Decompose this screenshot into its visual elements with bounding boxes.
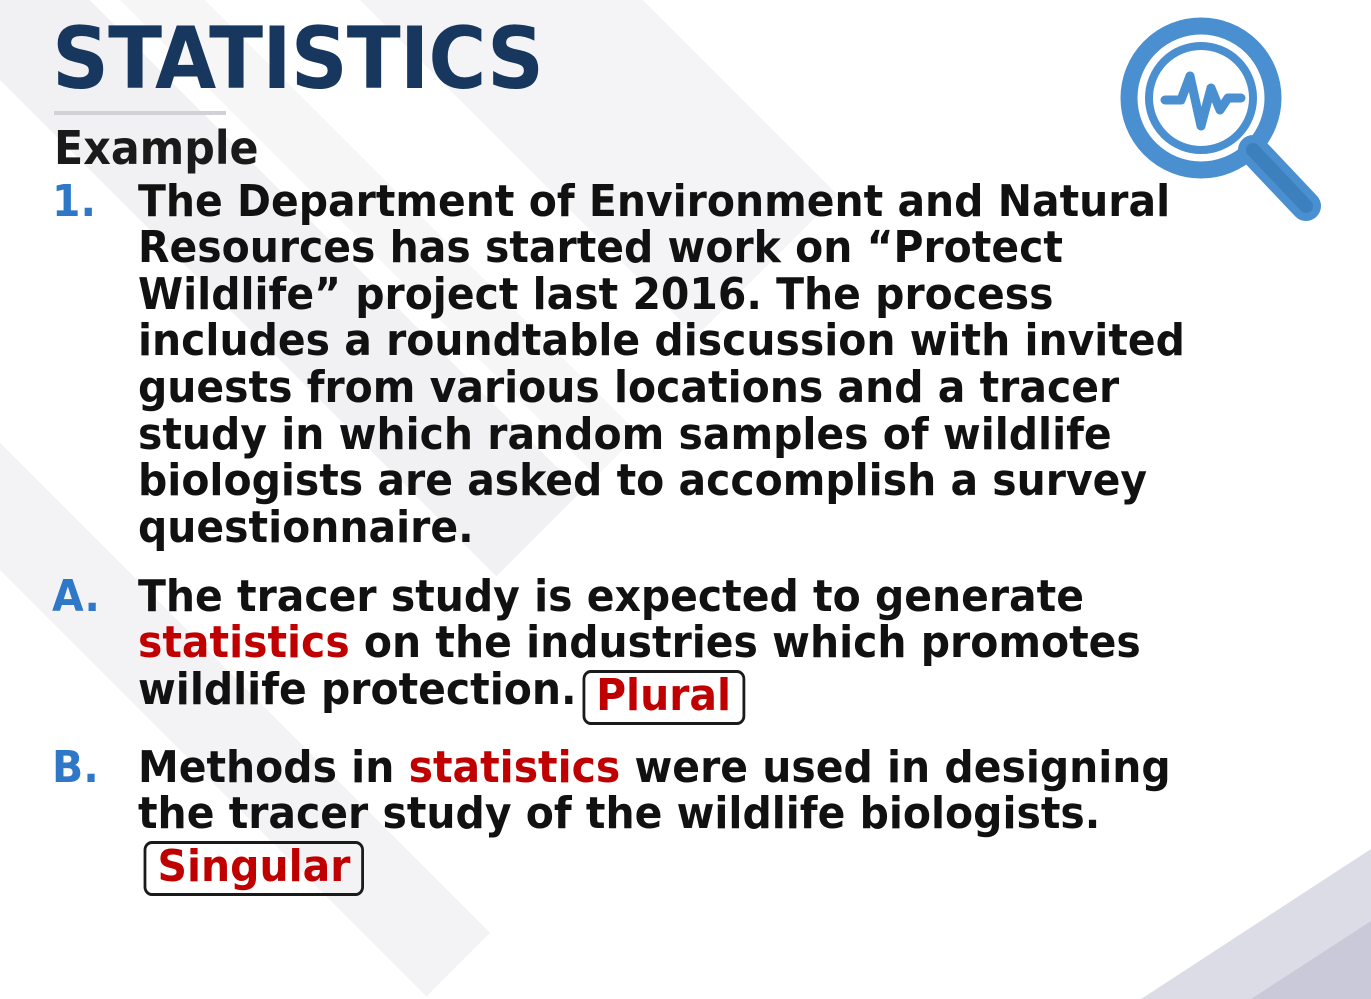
- list-item-marker: 1.: [52, 175, 97, 227]
- list-item: [52, 570, 1331, 725]
- answer-tag-plural: Plural: [582, 670, 745, 725]
- page-title: STATISTICS: [52, 9, 544, 109]
- text-after: on the industries which promotes wildlife protection.: [138, 617, 1141, 715]
- text-after: were used in designing the tracer study of the wildlife biologists.: [138, 741, 1171, 840]
- text-before: Methods in: [138, 741, 409, 793]
- list-item-marker: A.: [52, 570, 100, 622]
- list-item-text: [138, 570, 1247, 725]
- highlighted-term: statistics: [138, 617, 350, 669]
- text-before: The tracer study is expected to generate: [138, 570, 1084, 622]
- list-item: [52, 741, 1331, 896]
- title-divider: [54, 111, 226, 115]
- answer-tag-singular: Singular: [144, 841, 365, 896]
- magnifier-pulse-icon: [1101, 10, 1341, 240]
- highlighted-term: statistics: [408, 741, 621, 793]
- list-item-text: [138, 741, 1247, 896]
- section-subtitle: Example: [54, 120, 259, 175]
- list-item-marker: B.: [52, 741, 99, 793]
- list-item-text: The Department of Environment and Natural Resources has started work on “Protect Wildlife” project last 2016. The process includes a roundtable discussion with invited guests from various locations and a tracer study in which random samples of wildlife biologists are asked to accomplish a survey questionnaire.: [138, 175, 1185, 553]
